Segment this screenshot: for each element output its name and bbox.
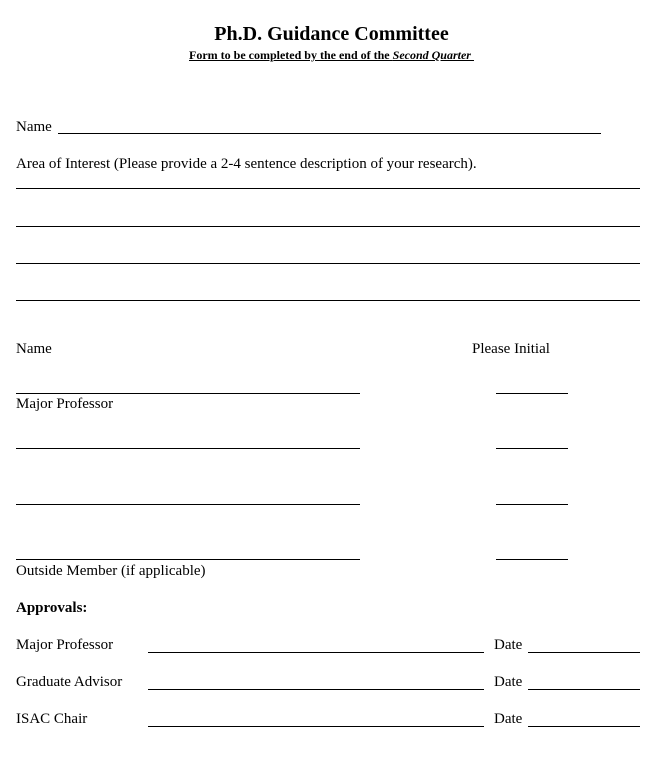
- please-initial-header: Please Initial: [472, 341, 550, 357]
- committee-name-header: Name: [16, 341, 52, 357]
- student-name-line[interactable]: [58, 133, 601, 134]
- committee-initial-line-3[interactable]: [496, 504, 568, 505]
- approvals-heading: Approvals:: [16, 600, 88, 616]
- approval-date-label-major-professor: Date: [494, 637, 523, 653]
- approval-date-label-isac-chair: Date: [494, 711, 523, 727]
- outside-member-label: Outside Member (if applicable): [16, 563, 206, 579]
- area-of-interest-label: Area of Interest (Please provide a 2-4 sentence description of your research).: [16, 156, 477, 172]
- committee-initial-line-2[interactable]: [496, 448, 568, 449]
- form-subtitle: [0, 47, 663, 63]
- committee-name-line-4[interactable]: [16, 559, 360, 560]
- approval-date-label-graduate-advisor: Date: [494, 674, 523, 690]
- approval-signature-line-graduate-advisor[interactable]: [148, 689, 484, 690]
- approval-label-major-professor: Major Professor: [16, 637, 114, 653]
- committee-initial-line-4[interactable]: [496, 559, 568, 560]
- form-title: Ph.D. Guidance Committee: [214, 23, 449, 45]
- committee-name-line-2[interactable]: [16, 448, 360, 449]
- interest-line-2[interactable]: [16, 226, 640, 227]
- major-professor-label: Major Professor: [16, 396, 114, 412]
- committee-name-line-3[interactable]: [16, 504, 360, 505]
- approval-date-line-graduate-advisor[interactable]: [528, 689, 640, 690]
- subtitle-emphasis: Second Quarter: [392, 48, 471, 62]
- approval-signature-line-isac-chair[interactable]: [148, 726, 484, 727]
- committee-name-line-1[interactable]: [16, 393, 360, 394]
- approval-label-graduate-advisor: Graduate Advisor: [16, 674, 123, 690]
- approval-date-line-isac-chair[interactable]: [528, 726, 640, 727]
- approval-date-line-major-professor[interactable]: [528, 652, 640, 653]
- student-name-label: Name: [16, 119, 52, 135]
- interest-line-1[interactable]: [16, 188, 640, 189]
- approval-label-isac-chair: ISAC Chair: [16, 711, 88, 727]
- interest-line-4[interactable]: [16, 300, 640, 301]
- subtitle-prefix: Form to be completed by the end of the: [189, 48, 393, 62]
- approval-signature-line-major-professor[interactable]: [148, 652, 484, 653]
- committee-initial-line-1[interactable]: [496, 393, 568, 394]
- interest-line-3[interactable]: [16, 263, 640, 264]
